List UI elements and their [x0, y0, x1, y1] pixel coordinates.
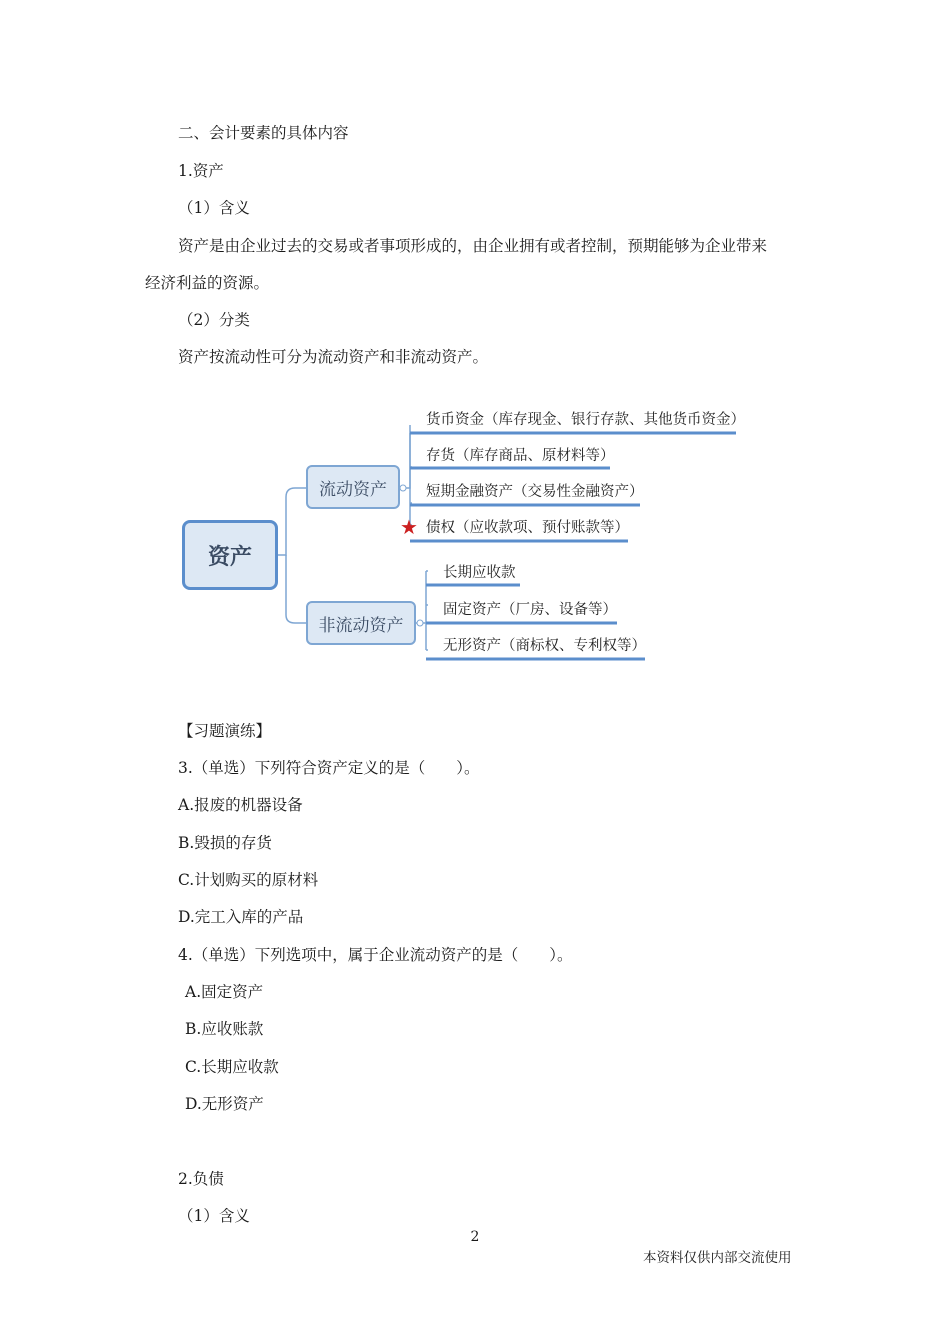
leaf-receivables: 债权（应收款项、预付账款等） [426, 520, 629, 536]
branch-current-assets: 流动资产 [306, 465, 400, 509]
leaf-long-term-receivables: 长期应收款 [443, 565, 516, 581]
definition-line-1: 资产是由企业过去的交易或者事项形成的，由企业拥有或者控制，预期能够为企业带来 [178, 237, 768, 255]
section-heading: 二、会计要素的具体内容 [178, 124, 349, 142]
asset-mindmap [170, 395, 770, 680]
question-3-option-b: B.毁损的存货 [178, 834, 272, 852]
subsection-title-assets: 1.资产 [178, 162, 224, 180]
point-title-meaning: （1）含义 [178, 199, 250, 217]
liabilities-meaning-title: （1）含义 [178, 1207, 250, 1225]
exercise-title: 【习题演练】 [178, 722, 272, 740]
star-icon: ★ [400, 515, 418, 539]
page-number: 2 [470, 1229, 480, 1245]
question-4-option-c: C.长期应收款 [185, 1058, 279, 1076]
definition-line-2: 经济利益的资源。 [145, 274, 270, 292]
question-4-option-a: A.固定资产 [185, 983, 264, 1001]
leaf-short-term-financial-assets: 短期金融资产（交易性金融资产） [426, 484, 644, 500]
leaf-intangible-assets: 无形资产（商标权、专利权等） [443, 638, 646, 654]
leaf-fixed-assets: 固定资产（厂房、设备等） [443, 602, 617, 618]
mindmap-root: 资产 [182, 520, 278, 590]
classification-text: 资产按流动性可分为流动资产和非流动资产。 [178, 348, 489, 366]
leaf-monetary-funds: 货币资金（库存现金、银行存款、其他货币资金） [426, 412, 745, 428]
question-4-stem: 4.（单选）下列选项中，属于企业流动资产的是（ ）。 [178, 946, 573, 964]
subsection-title-liabilities: 2.负债 [178, 1170, 224, 1188]
question-4-option-d: D.无形资产 [185, 1095, 264, 1113]
question-3-option-c: C.计划购买的原材料 [178, 871, 319, 889]
leaf-inventory: 存货（库存商品、原材料等） [426, 448, 615, 464]
question-3-option-d: D.完工入库的产品 [178, 908, 304, 926]
question-3-option-a: A.报废的机器设备 [178, 796, 303, 814]
footer-note: 本资料仅供内部交流使用 [643, 1250, 792, 1266]
point-title-classification: （2）分类 [178, 311, 250, 329]
question-4-option-b: B.应收账款 [185, 1020, 264, 1038]
branch-noncurrent-assets: 非流动资产 [306, 601, 416, 645]
question-3-stem: 3.（单选）下列符合资产定义的是（ ）。 [178, 759, 480, 777]
